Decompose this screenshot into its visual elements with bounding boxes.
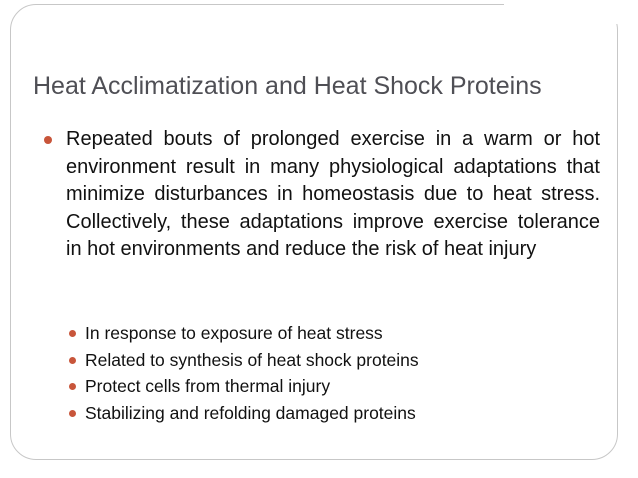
- bullet-dot-icon: [69, 410, 76, 417]
- sub-bullet-text: In response to exposure of heat stress: [85, 323, 383, 343]
- sub-bullet-text: Protect cells from thermal injury: [85, 376, 331, 396]
- sub-bullet-text: Stabilizing and refolding damaged proteins: [85, 402, 416, 423]
- corner-decoration: [504, 2, 624, 24]
- sub-bullet-item: [69, 400, 589, 427]
- sub-bullet-item: [69, 320, 589, 347]
- slide-title: Heat Acclimatization and Heat Shock Proteins: [33, 72, 542, 100]
- sub-bullet-list: [69, 320, 589, 426]
- main-bullet-text: Repeated bouts of prolonged exercise in a warm or hot environment result in many physiological adaptations that minimize disturbances in homeostasis due to heat stress. Collectively, these adaptations improve exercise tolerance in hot environments and reduce the risk of heat injury: [66, 128, 600, 260]
- bullet-dot-icon: [69, 330, 76, 337]
- sub-bullet-item: [69, 373, 589, 400]
- bullet-dot-icon: [69, 357, 76, 364]
- bullet-dot-icon: [69, 383, 76, 390]
- sub-bullet-item: [69, 347, 589, 374]
- main-bullet: [44, 126, 600, 264]
- sub-bullet-text: Related to synthesis of heat shock proteins: [85, 349, 419, 370]
- bullet-dot-icon: [44, 136, 52, 144]
